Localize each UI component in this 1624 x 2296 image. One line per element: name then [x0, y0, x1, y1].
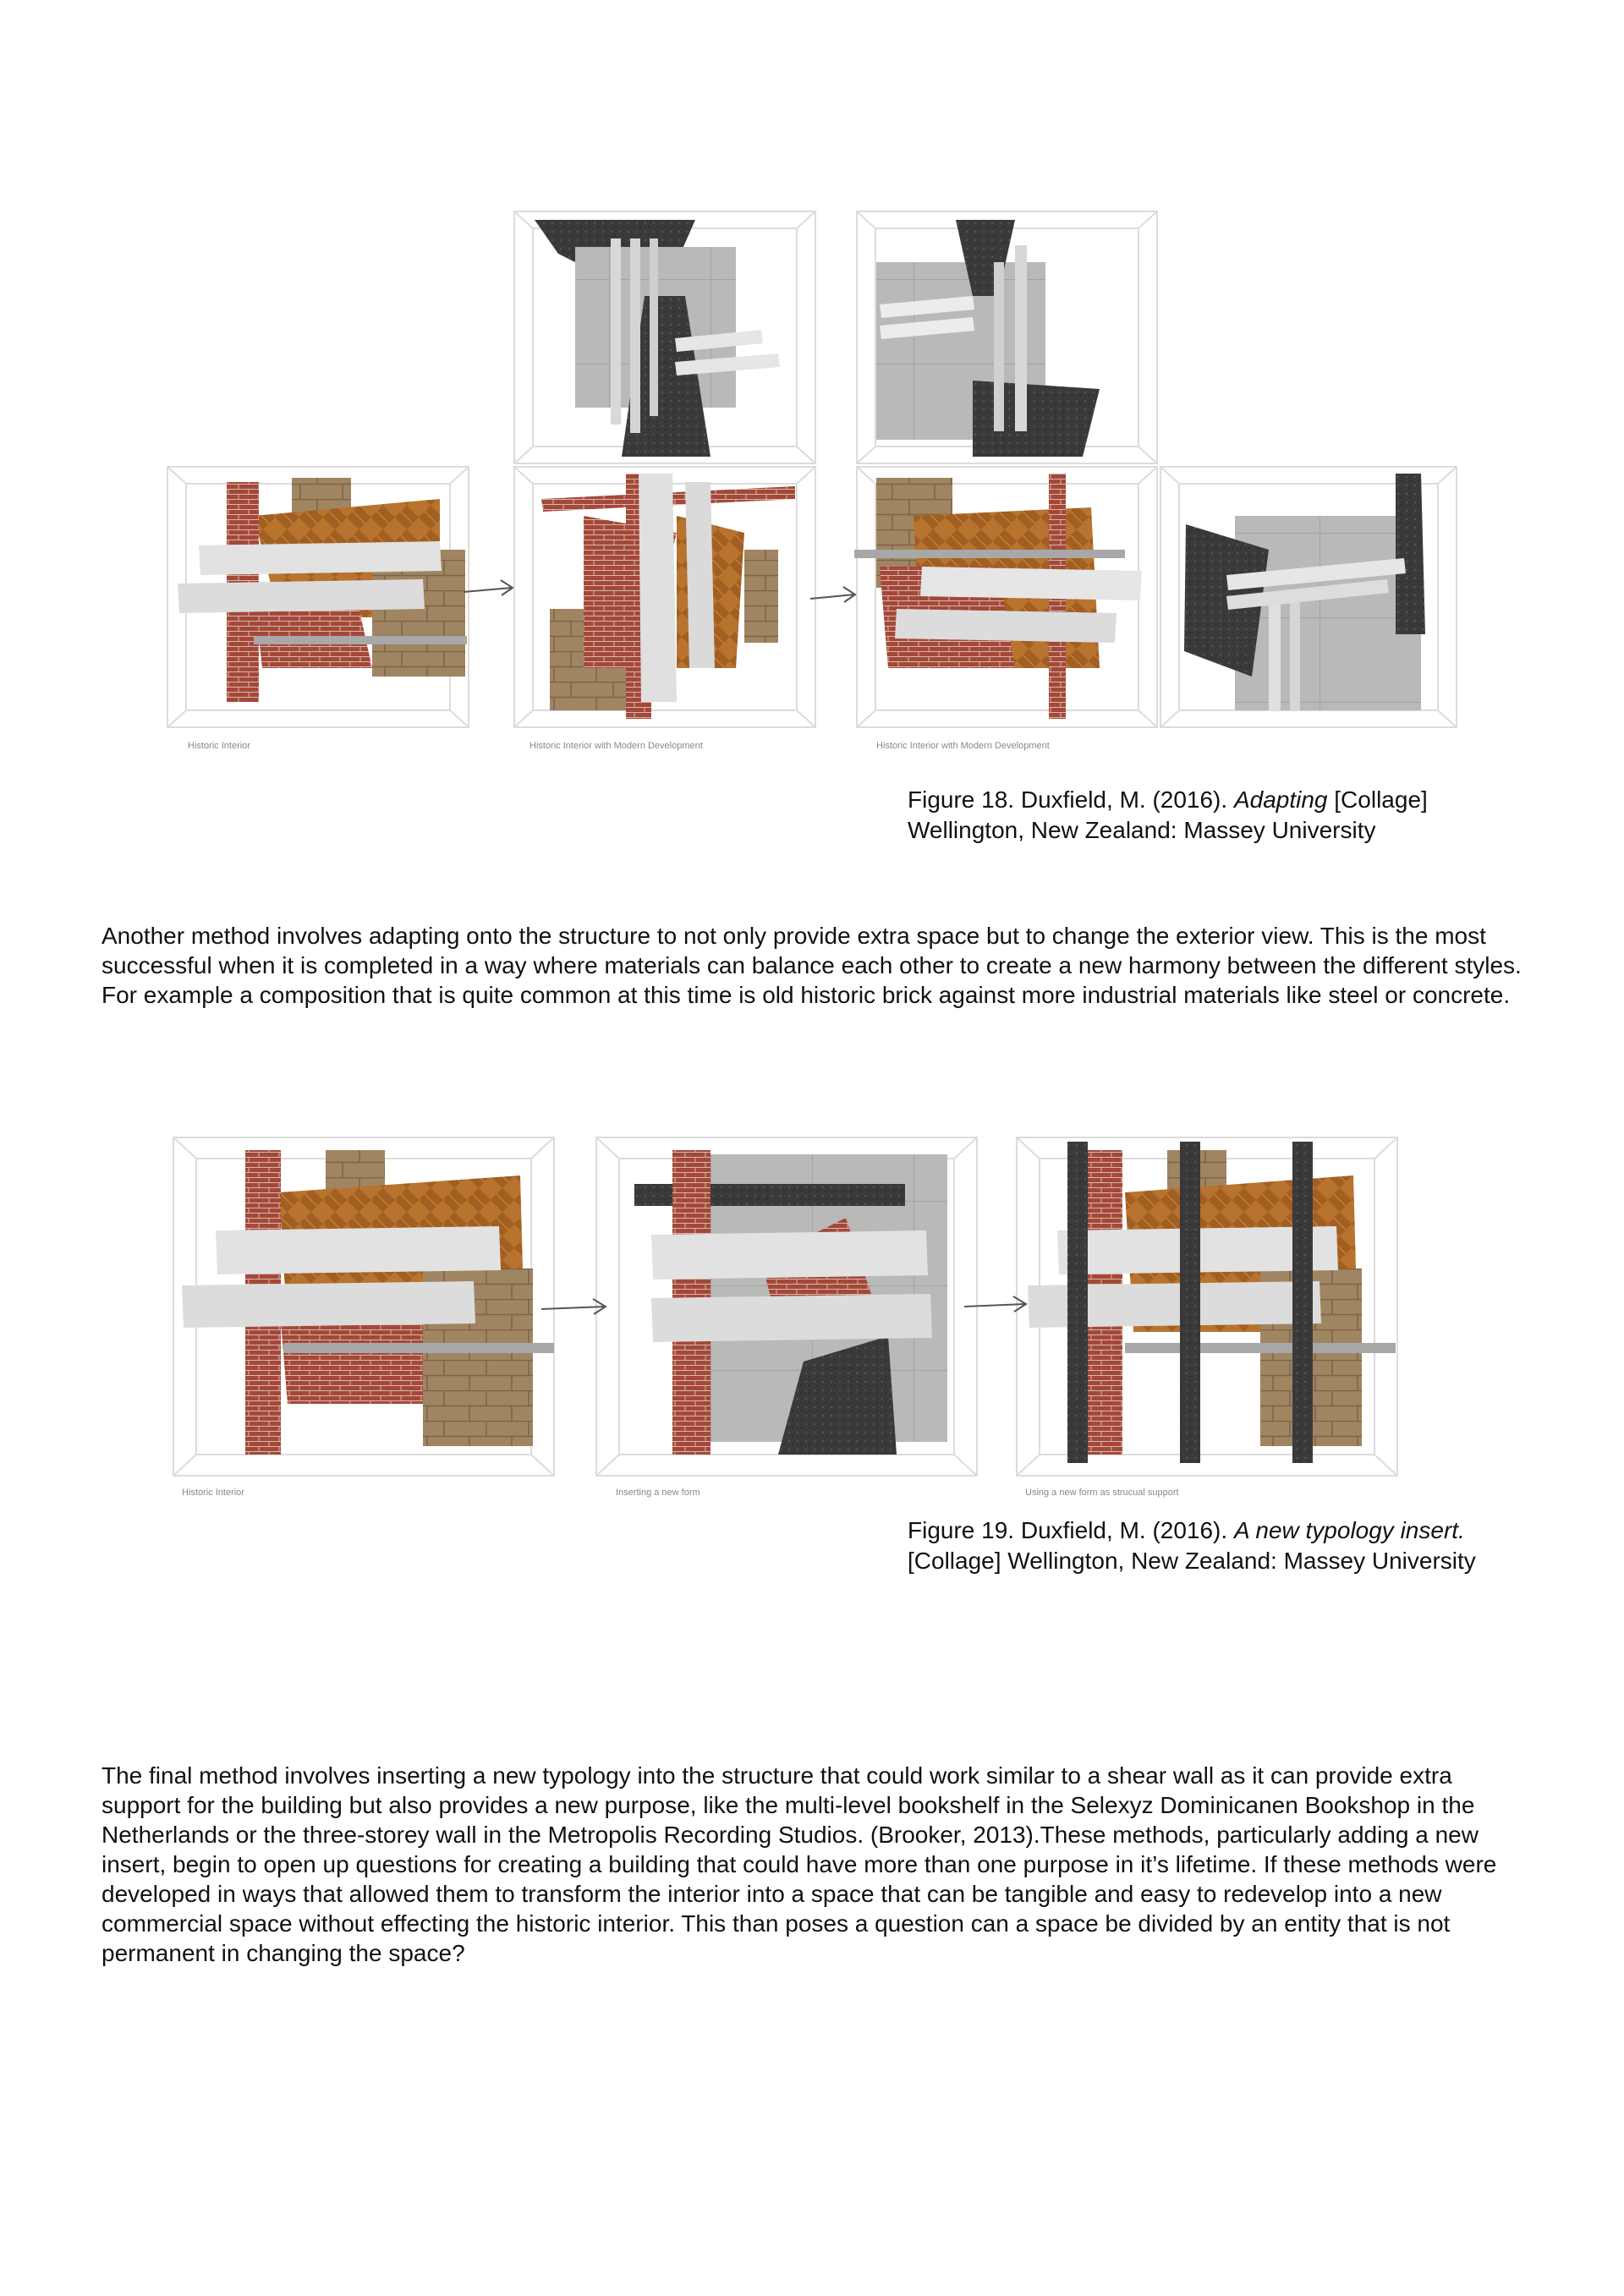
body-paragraph-2: The final method involves inserting a new typology into the structure that could work similar to a shear wall as it can provide extra support for the building but also provides a new purpose, like the multi-level bookshelf in the Selexyz Dominicanen Bookshop in the Netherlands or the three-storey wall in the Metropolis Recording Studios. (Brooker, 2013).These methods, particularly adding a new insert, begin to open up questions for creating a building that could have more than one purpose in it’s lifetime. If these methods were developed in ways that allowed them to transform the interior into a space that can be tangible and easy to redevelop into a new commercial space without effecting the historic interior. This than poses a question can a space be divided by an entity that is not permanent in changing the space?	[102, 1762, 1497, 1966]
arrow-3	[541, 1299, 606, 1314]
collage-bottom-3	[854, 474, 1142, 719]
arrow-1	[464, 580, 513, 595]
fig18-label-2: Historic Interior with Modern Development	[529, 741, 703, 751]
figure-18-caption	[908, 785, 1550, 846]
fig19-label-2: Inserting a new form	[616, 1488, 700, 1498]
figure-19-collage	[0, 1116, 1624, 1505]
collage-panel-2	[634, 1150, 947, 1455]
caption-title: Adapting	[1233, 786, 1328, 813]
caption-text: Figure 19. Duxfield, M. (2016).	[908, 1517, 1234, 1543]
caption-text: Figure 18. Duxfield, M. (2016).	[908, 786, 1234, 813]
collage-panel-1	[182, 1150, 554, 1455]
figure-19-caption	[908, 1515, 1500, 1576]
collage-bottom-2	[541, 474, 795, 719]
fig19-label-3: Using a new form as strucual support	[1025, 1488, 1179, 1498]
fig18-label-1: Historic Interior	[188, 741, 250, 751]
fig19-label-1: Historic Interior	[182, 1488, 244, 1498]
caption-text: [Collage] Wellington, New Zealand: Massey University	[908, 1548, 1476, 1574]
figure-18-collage	[0, 195, 1624, 770]
body-paragraph-1: Another method involves adapting onto the structure to not only provide extra space but to change the exterior view. This is the most successful when it is completed in a way where materials can balance each other to create a new harmony between the different styles. For example a composition that is quite common at this time is old historic brick against more industrial materials like steel or concrete.	[102, 923, 1522, 1008]
arrow-4	[964, 1296, 1026, 1312]
fig18-label-3: Historic Interior with Modern Development	[876, 741, 1050, 751]
caption-text: [Collage] Wellington, New Zealand: Massey University	[908, 786, 1428, 843]
collage-bottom-1	[178, 478, 467, 702]
caption-title: A new typology insert.	[1233, 1517, 1465, 1543]
collage-top-2	[876, 220, 1100, 457]
collage-bottom-4	[1184, 474, 1425, 710]
collage-top-1	[535, 220, 780, 457]
collage-panel-3	[1028, 1142, 1396, 1463]
arrow-2	[810, 587, 855, 602]
